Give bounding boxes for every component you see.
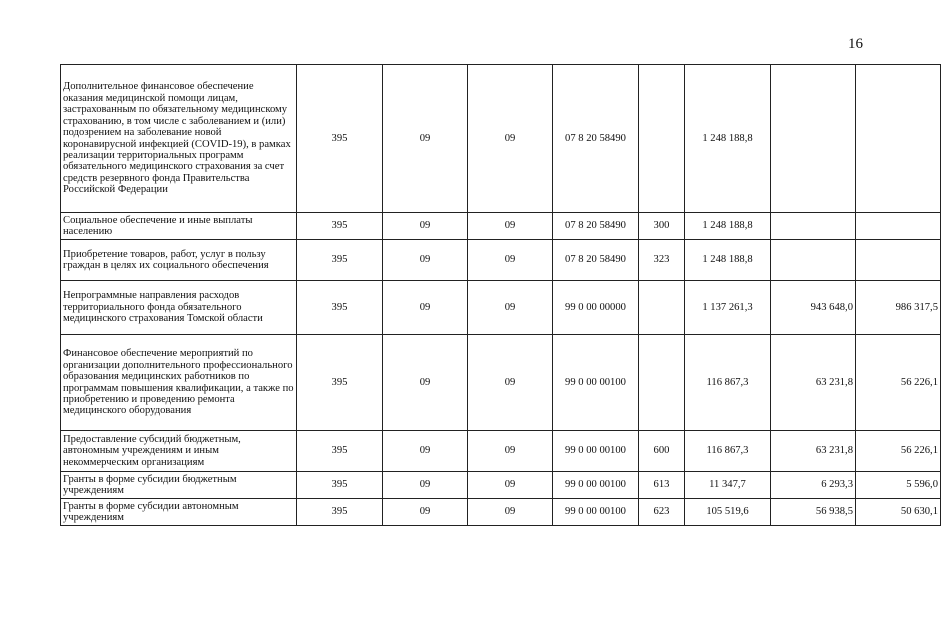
section-code: 09	[383, 499, 468, 526]
ministry-code: 395	[297, 499, 383, 526]
row-name: Социальное обеспечение и иные выплаты населению	[61, 213, 297, 240]
sum-year-3	[856, 65, 941, 213]
sum-year-1: 1 248 188,8	[685, 240, 771, 281]
sum-year-1: 1 137 261,3	[685, 281, 771, 335]
section-code: 09	[383, 281, 468, 335]
subsection-code: 09	[468, 281, 553, 335]
section-code: 09	[383, 431, 468, 472]
sum-year-3: 50 630,1	[856, 499, 941, 526]
sum-year-2: 943 648,0	[771, 281, 856, 335]
expense-code	[639, 65, 685, 213]
ministry-code: 395	[297, 431, 383, 472]
sum-year-1: 11 347,7	[685, 472, 771, 499]
table-row	[61, 240, 941, 281]
row-name: Приобретение товаров, работ, услуг в пользу граждан в целях их социального обеспечения	[61, 240, 297, 281]
sum-year-1: 1 248 188,8	[685, 213, 771, 240]
sum-year-1: 1 248 188,8	[685, 65, 771, 213]
row-name: Непрограммные направления расходов территориального фонда обязательного медицинского страхования Томской области	[61, 281, 297, 335]
row-name: Дополнительное финансовое обеспечение оказания медицинской помощи лицам, застрахованным по обязательному медицинскому страхованию, в том числе с заболеванием и (или) подозрением на заболевание новой коронавирусной инфекцией (COVID-19), в рамках реализации территориальных программ обязательного медицинского страхования за счет средств резервного фонда Правительства Российской Федерации	[61, 65, 297, 213]
target-code: 99 0 00 00000	[553, 281, 639, 335]
sum-year-1: 116 867,3	[685, 335, 771, 431]
ministry-code: 395	[297, 213, 383, 240]
sum-year-2: 56 938,5	[771, 499, 856, 526]
expense-code	[639, 335, 685, 431]
subsection-code: 09	[468, 472, 553, 499]
subsection-code: 09	[468, 499, 553, 526]
table-row	[61, 499, 941, 526]
table-row	[61, 281, 941, 335]
sum-year-2: 63 231,8	[771, 431, 856, 472]
budget-table	[60, 64, 941, 526]
expense-code	[639, 281, 685, 335]
sum-year-3	[856, 213, 941, 240]
sum-year-1: 116 867,3	[685, 431, 771, 472]
target-code: 99 0 00 00100	[553, 472, 639, 499]
section-code: 09	[383, 213, 468, 240]
expense-code: 300	[639, 213, 685, 240]
target-code: 99 0 00 00100	[553, 335, 639, 431]
target-code: 07 8 20 58490	[553, 240, 639, 281]
sum-year-3: 56 226,1	[856, 335, 941, 431]
sum-year-3	[856, 240, 941, 281]
sum-year-2	[771, 213, 856, 240]
row-name: Финансовое обеспечение мероприятий по организации дополнительного профессионального образования медицинских работников по программам повышения квалификации, а также по приобретению и проведению ремонта медицинского оборудования	[61, 335, 297, 431]
sum-year-3: 986 317,5	[856, 281, 941, 335]
sum-year-2	[771, 240, 856, 281]
target-code: 07 8 20 58490	[553, 65, 639, 213]
expense-code: 623	[639, 499, 685, 526]
section-code: 09	[383, 335, 468, 431]
sum-year-3: 5 596,0	[856, 472, 941, 499]
table-row	[61, 65, 941, 213]
subsection-code: 09	[468, 213, 553, 240]
table-row	[61, 213, 941, 240]
sum-year-3: 56 226,1	[856, 431, 941, 472]
target-code: 07 8 20 58490	[553, 213, 639, 240]
ministry-code: 395	[297, 281, 383, 335]
row-name: Гранты в форме субсидии автономным учреждениям	[61, 499, 297, 526]
table-row	[61, 335, 941, 431]
table-row	[61, 472, 941, 499]
expense-code: 323	[639, 240, 685, 281]
ministry-code: 395	[297, 335, 383, 431]
subsection-code: 09	[468, 431, 553, 472]
sum-year-1: 105 519,6	[685, 499, 771, 526]
section-code: 09	[383, 65, 468, 213]
ministry-code: 395	[297, 472, 383, 499]
section-code: 09	[383, 240, 468, 281]
target-code: 99 0 00 00100	[553, 431, 639, 472]
subsection-code: 09	[468, 240, 553, 281]
expense-code: 600	[639, 431, 685, 472]
table-row	[61, 431, 941, 472]
subsection-code: 09	[468, 335, 553, 431]
row-name: Гранты в форме субсидии бюджетным учреждениям	[61, 472, 297, 499]
ministry-code: 395	[297, 65, 383, 213]
target-code: 99 0 00 00100	[553, 499, 639, 526]
sum-year-2: 63 231,8	[771, 335, 856, 431]
subsection-code: 09	[468, 65, 553, 213]
page-number: 16	[848, 36, 863, 52]
section-code: 09	[383, 472, 468, 499]
ministry-code: 395	[297, 240, 383, 281]
row-name: Предоставление субсидий бюджетным, автономным учреждениям и иным некоммерческим организациям	[61, 431, 297, 472]
expense-code: 613	[639, 472, 685, 499]
sum-year-2: 6 293,3	[771, 472, 856, 499]
sum-year-2	[771, 65, 856, 213]
